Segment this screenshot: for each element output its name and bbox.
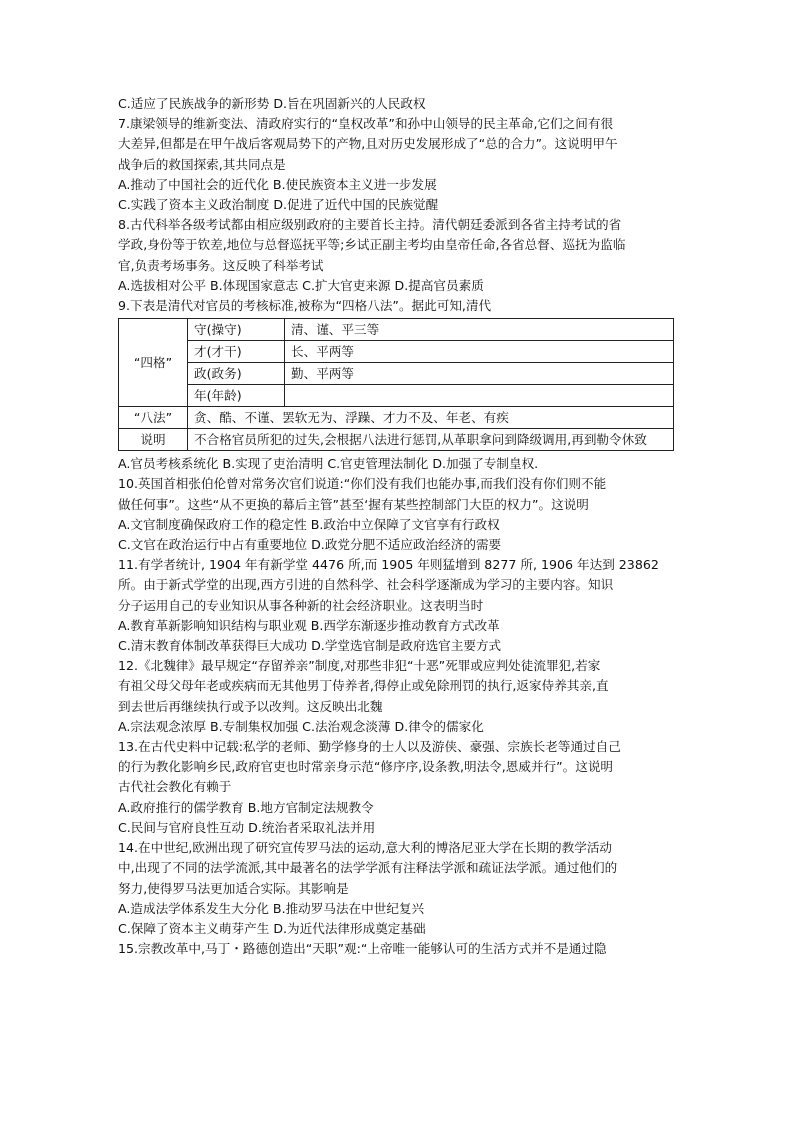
text-line: 11.有学者统计, 1904 年有新学堂 4476 所,而 1905 年则猛增到 8277 所, 1906 年达到 23862 (118, 557, 659, 573)
text-line: 努力,使得罗马法更加适合实际。其影响是 (118, 880, 349, 896)
text-line: 15.宗教改革中,马丁・路德创造出“天职”观:“上帝唯一能够认可的生活方式并不是通过隐 (118, 941, 607, 957)
text-line: 14.在中世纪,欧洲出现了研究宣传罗马法的运动,意大利的博洛尼亚大学在长期的教学活动 (118, 840, 613, 856)
text-line: 的行为教化影响乡民,政府官吏也时常亲身示范“修序序,设条教,明法令,恩威并行”。这说明 (118, 759, 614, 775)
table-row (119, 407, 674, 429)
text-line: A.官员考核系统化 B.实现了吏治清明 C.官吏管理法制化 D.加强了专制皇权. (118, 456, 539, 472)
bafa-value: 贪、酷、不谨、罢软无为、浮躁、才力不及、年老、有疾 (188, 407, 674, 429)
bafa-label: “八法” (119, 407, 188, 429)
question-text-bottom (118, 454, 680, 959)
text-line: 13.在古代史料中记载:私学的老师、勤学修身的士人以及游侠、豪强、宗族长老等通过自己 (118, 739, 621, 755)
text-line: 有祖父母父母年老或疾病而无其他男丁侍养者,得停止或免除刑罚的执行,返家侍养其亲,直 (118, 678, 609, 694)
table-row (119, 363, 674, 385)
text-line: 做任何事”。这些“从不更换的幕后主管”甚至‘握有某些控制部门大臣的权力”。这说明 (118, 496, 589, 512)
table-cell: 长、平两等 (285, 341, 674, 363)
text-line: 8.古代科举各级考试都由相应级别政府的主要首长主持。清代朝廷委派到各省主持考试的省 (118, 217, 622, 233)
table-cell: 才(才干) (188, 341, 285, 363)
table-row (119, 385, 674, 407)
text-line: 中,出现了不同的法学流派,其中最著名的法学学派有注释法学派和疏证法学派。通过他们的 (118, 860, 618, 876)
text-line: 12.《北魏律》最早规定“存留养亲”制度,对那些非犯“十恶”死罪或应判处徒流罪犯,若家 (118, 658, 601, 674)
text-line: A.选拔相对公平 B.体现国家意志 C.扩大官吏来源 D.提高官员素质 (118, 277, 484, 293)
sige-bafa-table (118, 318, 674, 451)
sige-bafa-table-wrap (118, 318, 680, 451)
text-line: A.政府推行的儒学教育 B.地方官制定法规教令 (118, 799, 374, 815)
text-line: 分子运用自己的专业知识从事各种新的社会经济职业。这表明当时 (118, 597, 484, 613)
text-line: A.文官制度确保政府工作的稳定性 B.政治中立保障了文官享有行政权 (118, 516, 500, 532)
text-line: A.造成法学体系发生大分化 B.推动罗马法在中世纪复兴 (118, 900, 425, 916)
sige-label: “四格” (119, 319, 188, 407)
text-line: C.适应了民族战争的新形势 D.旨在巩固新兴的人民政权 (118, 96, 426, 111)
note-value: 不合格官员所犯的过失,会根据八法进行惩罚,从革职拿问到降级调用,再到勒令休致 (188, 429, 674, 451)
table-cell: 守(操守) (188, 319, 285, 341)
text-line: 战争后的救国探索,其共同点是 (118, 156, 286, 172)
exam-page (118, 94, 680, 959)
table-row (119, 341, 674, 363)
text-line: 到去世后再继续执行或予以改判。这反映出北魏 (118, 698, 383, 714)
text-line: 古代社会教化有赖于 (118, 779, 232, 795)
text-line: 所。由于新式学堂的出现,西方引进的自然科学、社会科学逐渐成为学习的主要内容。知识 (118, 577, 614, 593)
text-line: C.实践了资本主义政治制度 D.促进了近代中国的民族觉醒 (118, 197, 439, 213)
text-line: C.清末教育体制改革获得巨大成功 D.学堂选官制是政府选官主要方式 (118, 638, 502, 654)
note-label: 说明 (119, 429, 188, 451)
table-cell: 清、谨、平三等 (285, 319, 674, 341)
text-line: 大差异,但都是在甲午战后客观局势下的产物,且对历史发展形成了“总的合力”。这说明甲午 (118, 136, 618, 152)
text-line: A.宗法观念浓厚 B.专制集权加强 C.法治观念淡薄 D.律令的儒家化 (118, 718, 484, 734)
text-line: 学政,身份等于钦差,地位与总督巡抚平等;乡试正副主考均由皇帝任命,各省总督、巡抚为监临 (118, 237, 626, 253)
table-cell (285, 385, 674, 407)
text-line: 10.英国首相张伯伦曾对常务次官们说道:“你们没有我们也能办事,而我们没有你们则不能 (118, 476, 607, 492)
table-cell: 政(政务) (188, 363, 285, 385)
table-row (119, 319, 674, 341)
text-line: C.民间与官府良性互动 D.统治者采取礼法并用 (118, 819, 376, 835)
table-cell: 年(年龄) (188, 385, 285, 407)
question-text-top (118, 94, 680, 316)
text-line: C.文官在政治运行中占有重要地位 D.政党分肥不适应政治经济的需要 (118, 537, 502, 553)
table-row (119, 429, 674, 451)
text-line: A.推动了中国社会的近代化 B.使民族资本主义进一步发展 (118, 176, 437, 192)
text-line: 官,负责考场事务。这反映了科举考试 (118, 257, 324, 273)
table-cell: 勤、平两等 (285, 363, 674, 385)
text-line: 9.下表是清代对官员的考核标准,被称为“四格八法”。据此可知,清代 (118, 298, 492, 314)
text-line: 7.康梁领导的维新变法、清政府实行的“皇权改革”和孙中山领导的民主革命,它们之间有很 (118, 116, 614, 132)
text-line: A.教育革新影响知识结构与职业观 B.西学东渐逐步推动教育方式改革 (118, 617, 500, 633)
text-line: C.保障了资本主义萌芽产生 D.为近代法律形成奠定基础 (118, 920, 426, 936)
